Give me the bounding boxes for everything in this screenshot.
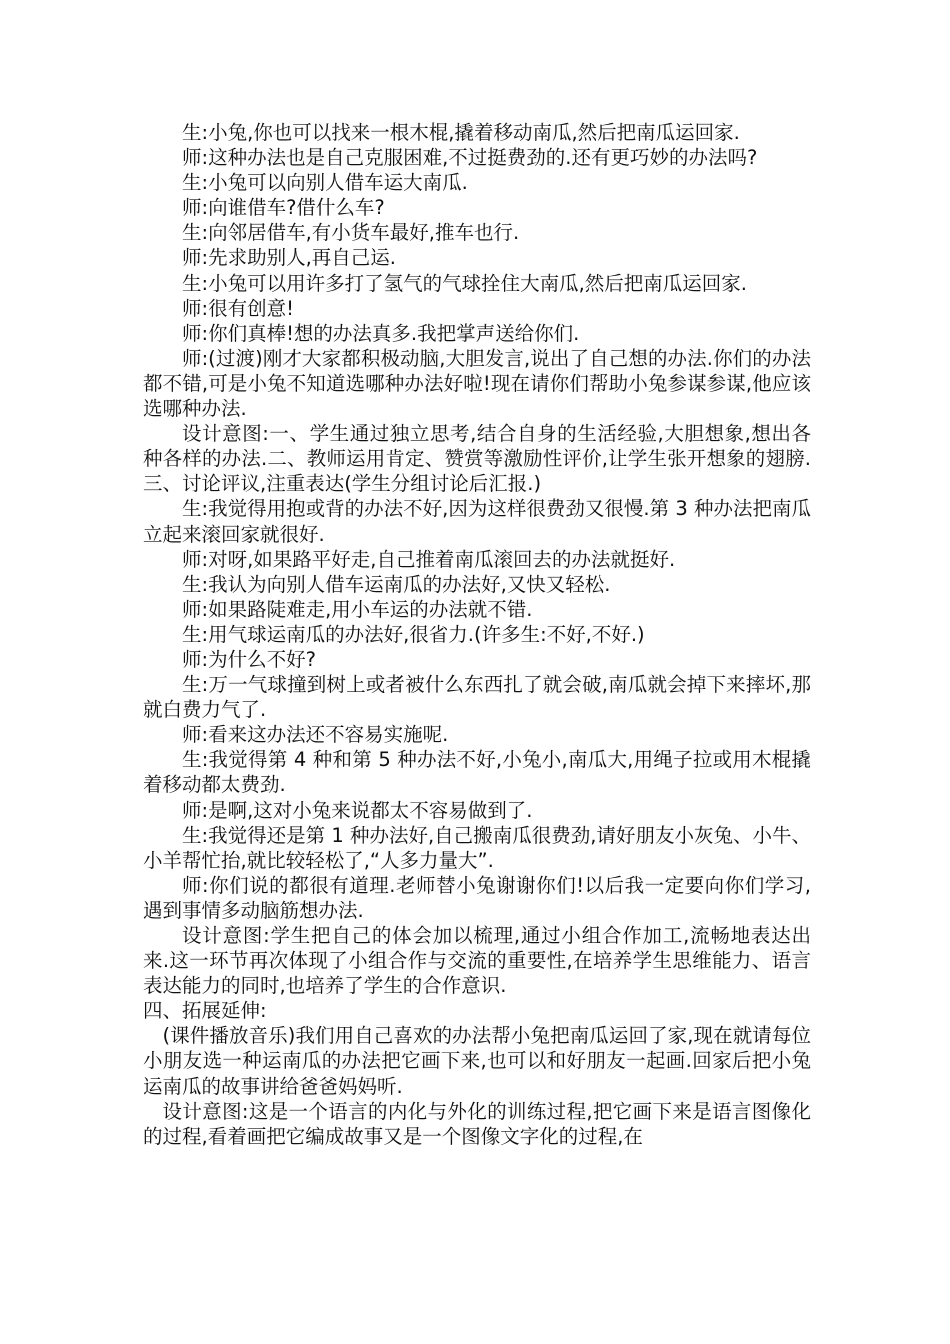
paragraph: 设计意图:学生把自己的体会加以梳理,通过小组合作加工,流畅地表达出来.这一环节再次体现了小组合作与交流的重要性,在培养学生思维能力、语言表达能力的同时,也培养了学生的合作意识. [143,924,811,998]
paragraph: 生:我觉得第 4 种和第 5 种办法不好,小兔小,南瓜大,用绳子拉或用木棍撬着移动都太费劲. [143,748,811,797]
paragraph: 师:很有创意! [182,296,294,320]
paragraph: 师:你们真棒!想的办法真多.我把掌声送给你们. [182,321,580,345]
paragraph: 生:小兔可以用许多打了氢气的气球拴住大南瓜,然后把南瓜运回家. [182,271,747,295]
paragraph: 设计意图:一、学生通过独立思考,结合自身的生活经验,大胆想象,想出各种各样的办法.二、教师运用肯定、赞赏等激励性评价,让学生张开想象的翅膀.三、讨论评议,注重表达(学生分组讨论后汇报.) [143,422,811,496]
paragraph: 师:为什么不好? [182,647,316,671]
paragraph: (课件播放音乐)我们用自己喜欢的办法帮小兔把南瓜运回了家,现在就请每位小朋友选一种运南瓜的办法把它画下来,也可以和好朋友一起画.回家后把小兔运南瓜的故事讲给爸爸妈妈听. [143,1024,811,1098]
paragraph: 生:用气球运南瓜的办法好,很省力.(许多生:不好,不好.) [182,622,645,646]
paragraph: 师:你们说的都很有道理.老师替小兔谢谢你们!以后我一定要向你们学习,遇到事情多动脑筋想办法. [143,873,811,922]
paragraph: 生:我觉得还是第 1 种办法好,自己搬南瓜很费劲,请好朋友小灰兔、小牛、小羊帮忙抬,就比较轻松了,“人多力量大”. [143,823,811,872]
paragraph: 生:向邻居借车,有小货车最好,推车也行. [182,221,520,245]
paragraph: 师:向谁借车?借什么车? [182,196,385,220]
paragraph: 师:是啊,这对小兔来说都太不容易做到了. [182,798,533,822]
paragraph: 设计意图:这是一个语言的内化与外化的训练过程,把它画下来是语言图像化的过程,看着画把它编成故事又是一个图像文字化的过程,在 [143,1099,811,1148]
paragraph: 生:小兔可以向别人借车运大南瓜. [182,171,468,195]
paragraph: 师:先求助别人,再自己运. [182,246,396,270]
paragraph: 师:看来这办法还不容易实施呢. [182,723,449,747]
paragraph: 师:对呀,如果路平好走,自己推着南瓜滚回去的办法就挺好. [182,547,676,571]
paragraph: 生:万一气球撞到树上或者被什么东西扎了就会破,南瓜就会掉下来摔坏,那就白费力气了. [143,673,811,722]
paragraph: 师:如果路陡难走,用小车运的办法就不错. [182,597,533,621]
paragraph: 师:(过渡)刚才大家都积极动脑,大胆发言,说出了自己想的办法.你们的办法都不错,可是小兔不知道选哪种办法好啦!现在请你们帮助小兔参谋参谋,他应该选哪种办法. [143,346,811,421]
paragraph: 生:小兔,你也可以找来一根木棍,撬着移动南瓜,然后把南瓜运回家. [182,121,740,144]
document-body [143,120,811,1149]
paragraph: 生:我认为向别人借车运南瓜的办法好,又快又轻松. [182,572,611,596]
paragraph: 生:我觉得用抱或背的办法不好,因为这样很费劲又很慢.第 3 种办法把南瓜立起来滚回家就很好. [143,497,811,546]
paragraph: 师:这种办法也是自己克服困难,不过挺费劲的.还有更巧妙的办法吗? [182,146,758,170]
paragraph: 四、拓展延伸: [143,999,267,1023]
